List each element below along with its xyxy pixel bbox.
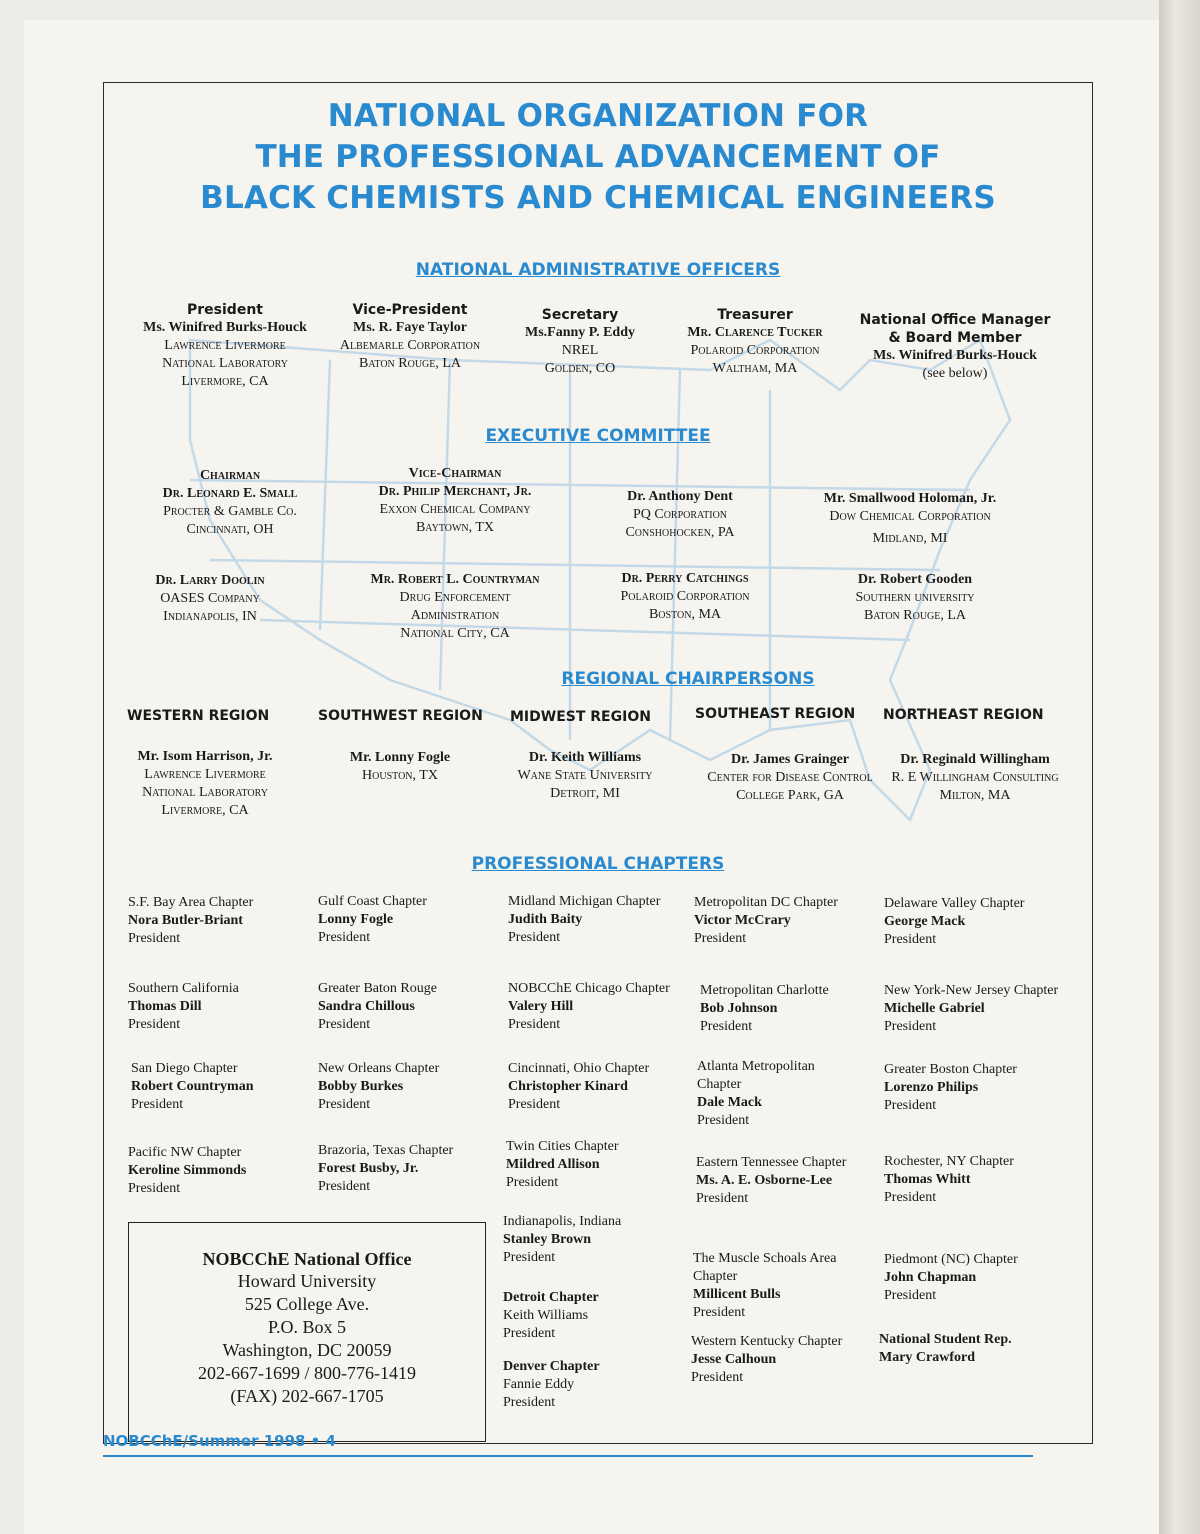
chapter-name: New Orleans Chapter — [318, 1061, 440, 1076]
region-chair-location: Livermore, CA — [161, 803, 249, 818]
chapter-officer: Christopher Kinard — [508, 1079, 628, 1094]
chapter-name: Southern California — [128, 981, 239, 996]
chapter-entry — [503, 1358, 600, 1412]
region-label: WESTERN REGION — [127, 708, 270, 724]
office-line: 525 College Ave. — [244, 1294, 370, 1314]
chapter-entry — [884, 895, 1024, 949]
office-fax: (FAX) 202-667-1705 — [230, 1386, 384, 1406]
chapter-title: President — [884, 932, 937, 947]
officer-president — [130, 301, 320, 391]
region-chair-affiliation: Lawrence Livermore — [144, 767, 266, 782]
chapter-entry — [128, 1144, 246, 1198]
chapter-name: Gulf Coast Chapter — [318, 894, 427, 909]
chapter-entry — [693, 1250, 836, 1322]
officer-role: Vice-President — [352, 302, 468, 318]
chapter-name: Brazoria, Texas Chapter — [318, 1143, 454, 1158]
exec-location: National City, CA — [400, 626, 510, 641]
chapter-title: President — [700, 1019, 753, 1034]
chapter-title: President — [694, 931, 747, 946]
chapter-officer: John Chapman — [884, 1270, 977, 1285]
officer-name: Ms. Winifred Burks-Houck — [873, 348, 1037, 363]
exec-location: Baton Rouge, LA — [863, 608, 967, 623]
exec-location: Conshohocken, PA — [625, 525, 735, 540]
chapter-title: President — [506, 1175, 559, 1190]
office-line: Washington, DC 20059 — [222, 1340, 392, 1360]
chapter-title: President — [691, 1370, 744, 1385]
chapter-entry — [318, 980, 437, 1034]
exec-name: Mr. Robert L. Countryman — [370, 572, 540, 587]
exec-vice-chairman — [340, 465, 570, 537]
exec-location: Cincinnati, OH — [186, 522, 274, 537]
exec-name: Dr. Larry Doolin — [155, 573, 265, 588]
region-chair-affiliation: National Laboratory — [142, 785, 268, 800]
chapter-name: San Diego Chapter — [131, 1061, 238, 1076]
chapter-name: Piedmont (NC) Chapter — [884, 1252, 1018, 1267]
chapter-entry — [508, 893, 660, 947]
chapter-name: Indianapolis, Indiana — [503, 1214, 622, 1229]
page-title-line-1: NATIONAL ORGANIZATION FOR — [327, 98, 869, 134]
exec-role: Vice-Chairman — [408, 466, 502, 481]
chapter-officer: Sandra Chillous — [318, 999, 415, 1014]
region-chair — [500, 749, 670, 803]
chapter-entry — [131, 1060, 254, 1114]
region-chair-affiliation: Wane State University — [517, 768, 653, 783]
exec-location: Midland, MI — [872, 531, 948, 546]
region-chair-name: Dr. Reginald Willingham — [900, 752, 1050, 767]
region-label: SOUTHEAST REGION — [695, 706, 856, 722]
chapter-entry — [884, 1061, 1017, 1115]
region-chair — [880, 751, 1070, 805]
exec-member — [340, 571, 570, 643]
chapter-name: Rochester, NY Chapter — [884, 1154, 1014, 1169]
exec-location: Baytown, TX — [415, 520, 495, 535]
chapter-entry — [503, 1289, 599, 1343]
chapter-name: Greater Baton Rouge — [318, 981, 437, 996]
chapter-officer: Michelle Gabriel — [884, 1001, 985, 1016]
region-chair — [690, 751, 890, 805]
chapter-title: President — [693, 1305, 746, 1320]
region-chair — [320, 749, 480, 785]
exec-name: Dr. Perry Catchings — [621, 571, 749, 586]
chapter-title: President — [503, 1395, 556, 1410]
exec-member — [590, 570, 780, 624]
exec-affiliation: Dow Chemical Corporation — [829, 509, 991, 524]
chapter-title: President — [318, 1179, 371, 1194]
region-chair-location: Milton, MA — [939, 788, 1011, 803]
chapter-entry — [508, 1060, 649, 1114]
chapter-entry — [697, 1058, 815, 1130]
chapter-officer: Jesse Calhoun — [691, 1352, 777, 1367]
chapter-title: President — [884, 1019, 937, 1034]
chapter-entry — [884, 1153, 1014, 1207]
chapter-entry — [694, 894, 838, 948]
region-label: NORTHEAST REGION — [883, 707, 1044, 723]
exec-location: Boston, MA — [648, 607, 722, 622]
region-chair — [120, 748, 290, 820]
chapter-name: Metropolitan Charlotte — [700, 983, 829, 998]
chapter-entry — [128, 980, 239, 1034]
chapter-name: New York-New Jersey Chapter — [884, 983, 1059, 998]
officer-name: Ms. R. Faye Taylor — [353, 320, 467, 335]
chapter-name: National Student Rep. — [879, 1332, 1012, 1347]
chapter-entry — [318, 1142, 453, 1196]
officer-location: Golden, CO — [544, 361, 616, 376]
chapter-entry — [503, 1213, 621, 1267]
chapter-title: President — [508, 1017, 561, 1032]
chapter-title: President — [318, 1017, 371, 1032]
officer-affiliation: Lawrence Livermore — [164, 338, 286, 353]
chapter-title: President — [128, 931, 181, 946]
exec-name: Dr. Anthony Dent — [627, 489, 733, 504]
officer-affiliation: NREL — [561, 343, 599, 358]
chapter-officer: Lonny Fogle — [318, 912, 394, 927]
chapter-entry — [884, 982, 1058, 1036]
chapter-officer: Stanley Brown — [503, 1232, 592, 1247]
exec-role: Chairman — [199, 468, 261, 483]
exec-affiliation: Procter & Gamble Co. — [163, 504, 297, 519]
officer-vice-president — [320, 301, 500, 373]
officer-affiliation: Albemarle Corporation — [339, 338, 481, 353]
region-chair-affiliation: R. E Willingham Consulting — [891, 770, 1059, 785]
chapter-title: President — [884, 1288, 937, 1303]
chapter-title: President — [884, 1190, 937, 1205]
chapter-officer: Judith Baity — [508, 912, 583, 927]
region-label: SOUTHWEST REGION — [318, 708, 483, 724]
section-chapters-heading: PROFESSIONAL CHAPTERS — [471, 854, 725, 874]
chapter-name: The Muscle Schoals Area — [693, 1251, 837, 1266]
region-chair-name: Dr. James Grainger — [730, 752, 850, 767]
officer-name: Ms. Winifred Burks-Houck — [143, 320, 307, 335]
chapter-title: President — [318, 1097, 371, 1112]
region-chair-location: Houston, TX — [362, 768, 438, 783]
office-phone: 202-667-1699 / 800-776-1419 — [198, 1363, 416, 1383]
chapter-officer: Robert Countryman — [131, 1079, 254, 1094]
officer-office-manager — [850, 311, 1060, 383]
chapter-officer: Valery Hill — [508, 999, 574, 1014]
chapter-entry — [508, 980, 670, 1034]
exec-member — [590, 488, 770, 542]
chapter-title: President — [128, 1017, 181, 1032]
chapter-title: President — [696, 1191, 749, 1206]
chapter-name: Denver Chapter — [503, 1359, 600, 1374]
page-title-line-2: THE PROFESSIONAL ADVANCEMENT OF — [255, 139, 941, 175]
exec-member — [800, 490, 1020, 548]
chapter-officer: Nora Butler-Briant — [128, 913, 243, 928]
exec-name: Dr. Leonard E. Small — [162, 486, 298, 501]
region-chair-location: Detroit, MI — [550, 786, 620, 801]
officer-role: Secretary — [541, 307, 619, 323]
chapter-name: NOBCChE Chicago Chapter — [508, 981, 670, 996]
officer-affiliation: National Laboratory — [162, 356, 288, 371]
office-line: Howard University — [237, 1271, 377, 1291]
chapter-entry — [696, 1154, 846, 1208]
chapter-officer: Dale Mack — [697, 1095, 762, 1110]
chapter-officer: Bobby Burkes — [318, 1079, 404, 1094]
chapter-officer: Thomas Dill — [128, 999, 202, 1014]
region-label: MIDWEST REGION — [510, 709, 651, 725]
chapter-officer: Lorenzo Philips — [884, 1080, 979, 1095]
officer-name: Ms.Fanny P. Eddy — [525, 325, 635, 340]
footer-rule — [103, 1455, 1033, 1457]
exec-name: Dr. Robert Gooden — [857, 572, 973, 587]
officer-role: Treasurer — [717, 307, 793, 323]
region-chair-name: Mr. Lonny Fogle — [349, 750, 451, 765]
exec-affiliation: OASES Company — [160, 591, 260, 606]
exec-chairman — [130, 467, 330, 539]
exec-member — [130, 572, 290, 626]
chapter-name: Midland Michigan Chapter — [508, 894, 661, 909]
chapter-entry — [691, 1333, 842, 1387]
officer-role: National Office Manager — [859, 312, 1051, 328]
officer-secretary — [500, 306, 660, 378]
chapter-name: Delaware Valley Chapter — [884, 896, 1025, 911]
chapter-name: S.F. Bay Area Chapter — [128, 895, 254, 910]
chapter-title: President — [697, 1113, 750, 1128]
exec-name: Dr. Philip Merchant, Jr. — [378, 484, 532, 499]
chapter-title: President — [503, 1250, 556, 1265]
chapter-name: Detroit Chapter — [503, 1290, 599, 1305]
exec-affiliation: Administration — [410, 608, 500, 623]
chapter-officer: Mary Crawford — [879, 1350, 976, 1365]
region-chair-location: College Park, GA — [736, 788, 844, 803]
chapter-name: Western Kentucky Chapter — [691, 1334, 843, 1349]
chapter-name: Eastern Tennessee Chapter — [696, 1155, 847, 1170]
chapter-entry — [879, 1331, 1012, 1367]
chapter-officer: Fannie Eddy — [503, 1377, 575, 1392]
chapter-officer: Victor McCrary — [694, 913, 791, 928]
chapter-name: Metropolitan DC Chapter — [694, 895, 838, 910]
exec-affiliation: Southern university — [855, 590, 975, 605]
region-chair-name: Mr. Isom Harrison, Jr. — [137, 749, 273, 764]
chapter-entry — [318, 893, 427, 947]
officer-role-2: & Board Member — [888, 330, 1022, 346]
chapter-title: President — [508, 930, 561, 945]
office-line: P.O. Box 5 — [267, 1317, 347, 1337]
chapter-name: Pacific NW Chapter — [128, 1145, 242, 1160]
chapter-title: President — [503, 1326, 556, 1341]
exec-affiliation: PQ Corporation — [632, 507, 728, 522]
section-officers-heading: NATIONAL ADMINISTRATIVE OFFICERS — [415, 260, 781, 280]
chapter-officer: George Mack — [884, 914, 966, 929]
chapter-officer: Thomas Whitt — [884, 1172, 971, 1187]
chapter-name-2: Chapter — [693, 1269, 738, 1284]
binding-spine — [1159, 0, 1200, 1534]
officer-location: Baton Rouge, LA — [358, 356, 462, 371]
chapter-title: President — [318, 930, 371, 945]
officer-treasurer — [670, 306, 840, 378]
officer-name: Mr. Clarence Tucker — [687, 325, 823, 340]
exec-affiliation: Exxon Chemical Company — [379, 502, 531, 517]
chapter-officer: Keroline Simmonds — [128, 1163, 247, 1178]
page-title-line-3: BLACK CHEMISTS AND CHEMICAL ENGINEERS — [200, 180, 996, 216]
chapter-title: President — [508, 1097, 561, 1112]
chapter-entry — [506, 1138, 619, 1192]
chapter-officer: Keith Williams — [503, 1308, 589, 1323]
officer-affiliation: Polaroid Corporation — [690, 343, 820, 358]
region-chair-affiliation: Center for Disease Control — [707, 770, 873, 785]
chapter-officer: Mildred Allison — [506, 1157, 600, 1172]
chapter-entry — [318, 1060, 439, 1114]
page-footer: NOBCChE/Summer 1998 • 4 — [103, 1432, 336, 1450]
national-office-box — [128, 1222, 486, 1442]
exec-affiliation: Polaroid Corporation — [620, 589, 750, 604]
officer-location: Waltham, MA — [712, 361, 798, 376]
exec-location: Indianapolis, IN — [163, 609, 257, 624]
region-chair-name: Dr. Keith Williams — [528, 750, 642, 765]
section-executive-heading: EXECUTIVE COMMITTEE — [485, 426, 711, 446]
chapter-name: Greater Boston Chapter — [884, 1062, 1017, 1077]
chapter-name: Cincinnati, Ohio Chapter — [508, 1061, 650, 1076]
chapter-entry — [128, 894, 253, 948]
chapter-officer: Forest Busby, Jr. — [318, 1161, 419, 1176]
chapter-entry — [700, 982, 829, 1036]
section-regional-heading: REGIONAL CHAIRPERSONS — [561, 669, 815, 689]
chapter-title: President — [128, 1181, 181, 1196]
chapter-officer: Millicent Bulls — [693, 1287, 781, 1302]
exec-affiliation: Drug Enforcement — [399, 590, 511, 605]
officer-note: (see below) — [922, 366, 988, 381]
chapter-title: President — [131, 1097, 184, 1112]
chapter-name-2: Chapter — [697, 1077, 742, 1092]
office-title: NOBCChE National Office — [202, 1249, 412, 1269]
exec-name: Mr. Smallwood Holoman, Jr. — [823, 491, 997, 506]
chapter-name: Atlanta Metropolitan — [697, 1059, 815, 1074]
chapter-officer: Bob Johnson — [700, 1001, 778, 1016]
officer-location: Livermore, CA — [181, 374, 269, 389]
chapter-entry — [884, 1251, 1018, 1305]
chapter-officer: Ms. A. E. Osborne-Lee — [696, 1173, 833, 1188]
chapter-name: Twin Cities Chapter — [506, 1139, 619, 1154]
officer-role: President — [187, 302, 263, 318]
exec-member — [820, 571, 1010, 625]
chapter-title: President — [884, 1098, 937, 1113]
